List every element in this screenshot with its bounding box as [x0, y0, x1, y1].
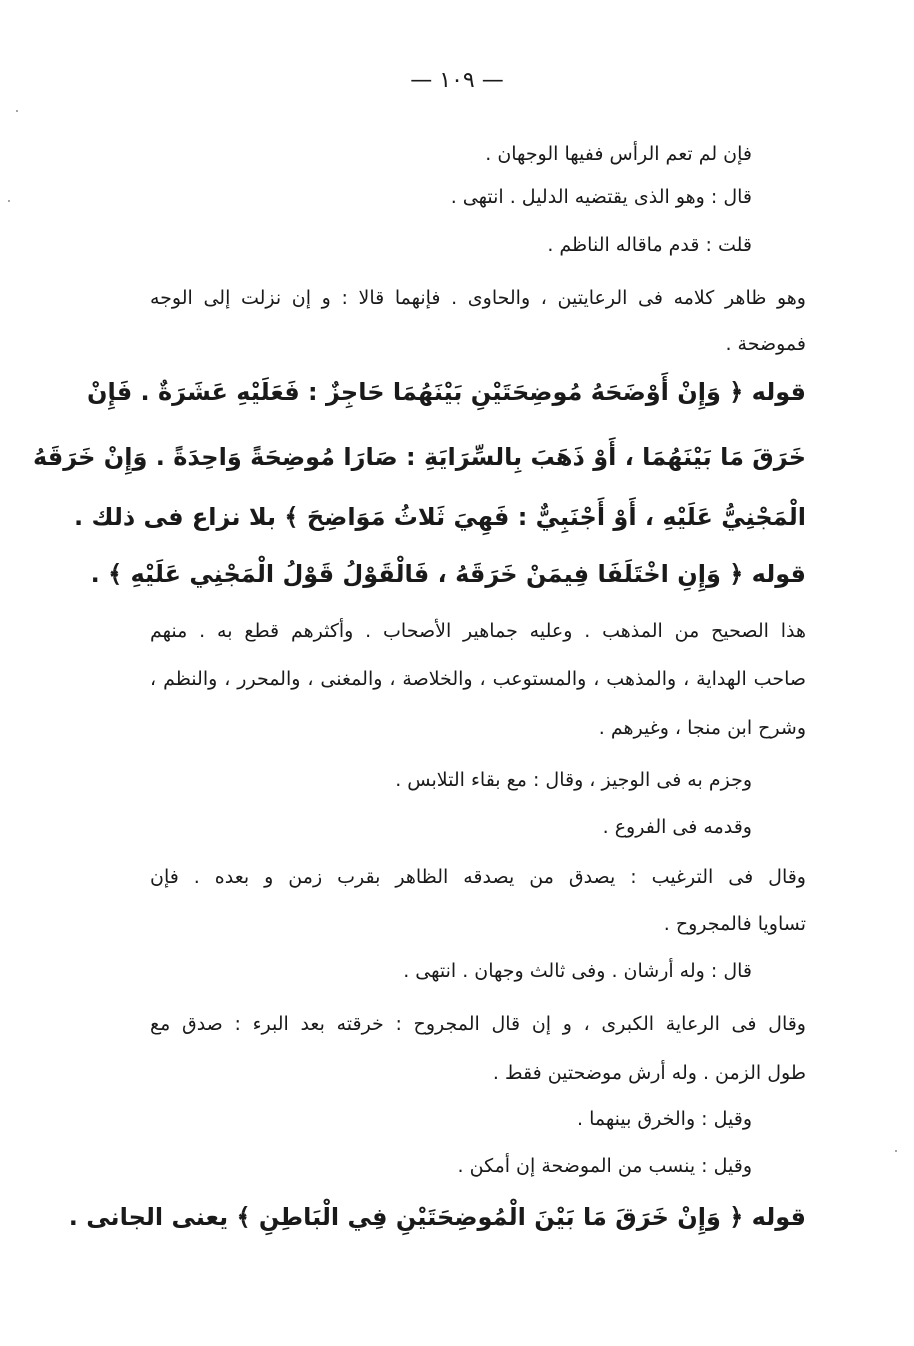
text-line: قال : وله أرشان . وفى ثالث وجهان . انتهى .: [403, 960, 752, 982]
text-line: قلت : قدم ماقاله الناظم .: [547, 234, 752, 256]
scan-speck: [16, 110, 18, 112]
text-line: وقيل : ينسب من الموضحة إن أمكن .: [457, 1155, 752, 1177]
text-line: طول الزمن . وله أرش موضحتين فقط .: [492, 1062, 806, 1084]
verse-line: قوله ﴿ وَإِنِ اخْتَلَفَا فِيمَنْ خَرَقَهُ ، فَالْقَوْلُ قَوْلُ الْمَجْنِي عَلَيْهِ ﴾ .: [90, 560, 806, 588]
text-line: وقال فى الرعاية الكبرى ، و إن قال المجروح : خرقته بعد البرء : صدق مع: [150, 1013, 806, 1035]
verse-line: الْمَجْنِيُّ عَلَيْهِ ، أَوْ أَجْنَبِيٌّ : فَهِيَ ثَلاثُ مَوَاضِحَ ﴾ بلا نزاع فى ذلك .: [74, 503, 806, 531]
scan-speck: [8, 200, 10, 202]
scan-speck: [895, 1150, 897, 1152]
text-line: وقيل : والخرق بينهما .: [577, 1108, 752, 1130]
text-line: وجزم به فى الوجيز ، وقال : مع بقاء التلابس .: [395, 769, 752, 791]
page-number: — ١٠٩ —: [410, 68, 504, 93]
text-line: وقال فى الترغيب : يصدق من يصدقه الظاهر بقرب زمن و بعده . فإن: [150, 866, 806, 888]
text-line: هذا الصحيح من المذهب . وعليه جماهير الأصحاب . وأكثرهم قطع به . منهم: [150, 620, 806, 642]
verse-line: قوله ﴿ وَإِنْ خَرَقَ مَا بَيْنَ الْمُوضِحَتَيْنِ فِي الْبَاطِنِ ﴾ يعنى الجانى .: [68, 1203, 806, 1231]
text-line: فموضحة .: [725, 333, 806, 355]
text-line: قال : وهو الذى يقتضيه الدليل . انتهى .: [450, 186, 752, 208]
text-line: وهو ظاهر كلامه فى الرعايتين ، والحاوى . فإنهما قالا : و إن نزلت إلى الوجه: [150, 287, 806, 309]
verse-line: قوله ﴿ وَإِنْ أَوْضَحَهُ مُوضِحَتَيْنِ بَيْنَهُمَا حَاجِزٌ : فَعَلَيْهِ عَشَرَةٌ . فَإِنْ: [86, 378, 806, 406]
text-line: صاحب الهداية ، والمذهب ، والمستوعب ، والخلاصة ، والمغنى ، والمحرر ، والنظم ،: [150, 668, 806, 690]
text-line: وشرح ابن منجا ، وغيرهم .: [598, 717, 806, 739]
verse-line: خَرَقَ مَا بَيْنَهُمَا ، أَوْ ذَهَبَ بِالسِّرَايَةِ : صَارَا مُوضِحَةً وَاحِدَةً . وَإِنْ خَرَقَهُ: [32, 443, 806, 471]
text-line: فإن لم تعم الرأس ففيها الوجهان .: [485, 143, 752, 165]
text-line: وقدمه فى الفروع .: [602, 816, 752, 838]
text-line: تساويا فالمجروح .: [663, 913, 806, 935]
